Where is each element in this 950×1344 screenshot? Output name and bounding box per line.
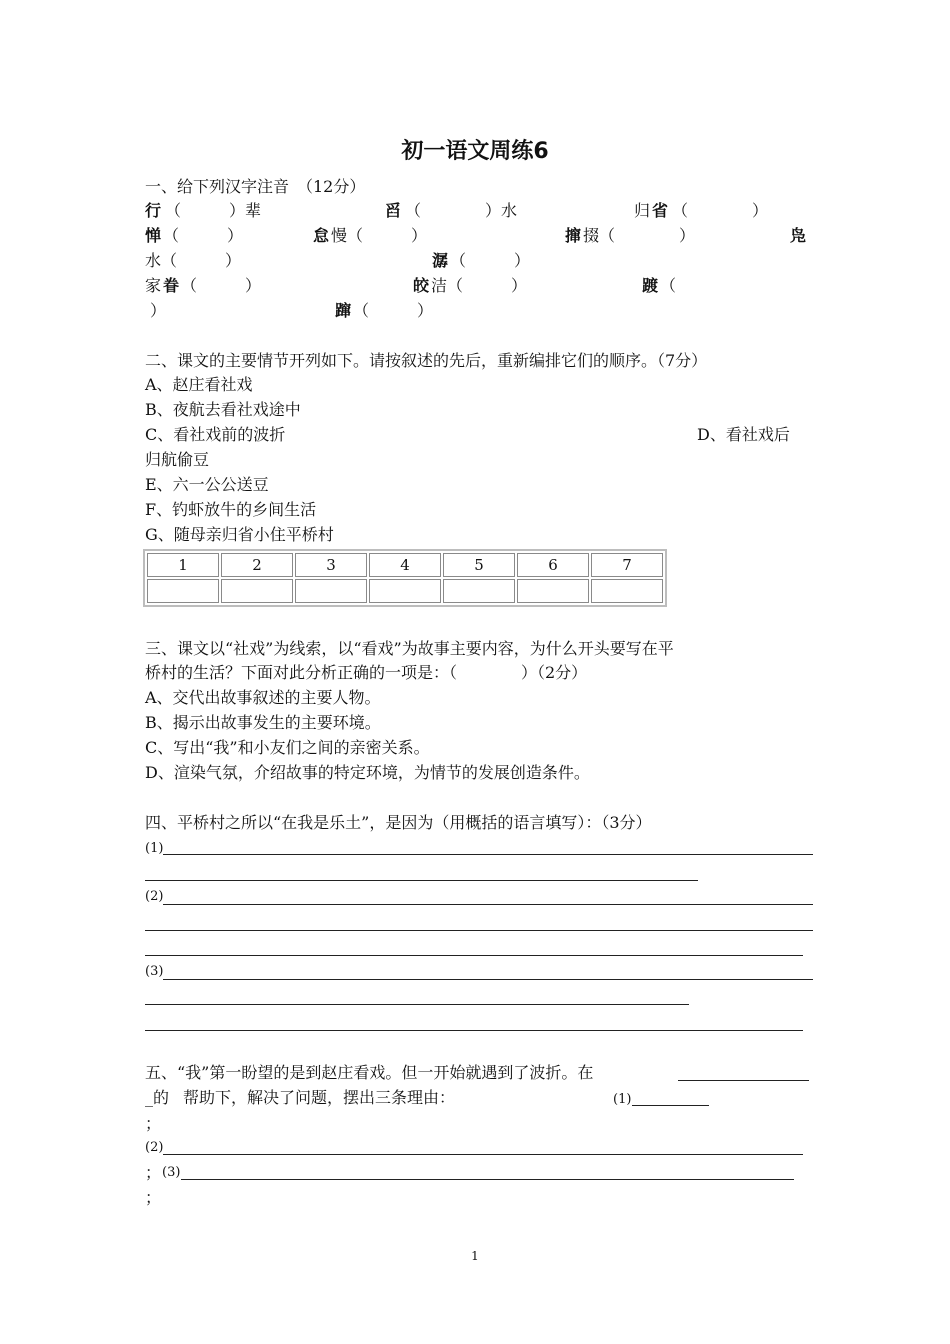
order-header: 2 <box>221 553 293 577</box>
plot-item: D、看社戏后 <box>697 425 790 444</box>
s3-question-cont: 桥村的生活？下面对此分析正确的一项是：（ ）（2分） <box>145 663 588 682</box>
answer-line[interactable] <box>145 955 803 956</box>
answer-line[interactable] <box>163 979 813 980</box>
answer-label: (3) <box>145 964 164 979</box>
answer-line[interactable] <box>145 1004 689 1005</box>
answer-line[interactable] <box>678 1080 809 1081</box>
answer-label: (2) <box>145 1140 164 1155</box>
pinyin-blank: 洁（ ） <box>431 276 528 295</box>
answer-line[interactable] <box>181 1179 794 1180</box>
order-header: 3 <box>295 553 367 577</box>
char-chan: 潺 <box>432 251 449 270</box>
plot-item: C、看社戏前的波折 <box>145 425 286 444</box>
order-answer-cell[interactable] <box>295 579 367 603</box>
plot-item: F、钓虾放牛的乡间生活 <box>145 500 317 519</box>
pinyin-blank: ） <box>150 301 167 320</box>
char-jiao: 皎 <box>413 276 430 295</box>
char-yao: 舀 <box>385 201 402 220</box>
order-header: 5 <box>443 553 515 577</box>
s2-heading: 二、课文的主要情节开列如下。请按叙述的先后，重新编排它们的顺序。（7分） <box>145 351 708 370</box>
order-answer-cell[interactable] <box>369 579 441 603</box>
s4-heading: 四、平桥村之所以“在我是乐土”，是因为（用概括的语言填写）：（3分） <box>145 813 652 832</box>
pinyin-blank: （ ） <box>672 201 769 220</box>
char-xing: 省 <box>652 201 669 220</box>
answer-label: (1) <box>613 1092 632 1107</box>
page-number: 1 <box>471 1249 479 1263</box>
plot-item: A、赵庄看社戏 <box>145 375 253 394</box>
order-answer-cell[interactable] <box>147 579 219 603</box>
answer-line[interactable] <box>163 1154 803 1155</box>
page-title: 初一语文周练6 <box>401 139 549 164</box>
order-answer-cell[interactable] <box>221 579 293 603</box>
s5-question-cont: 帮助下，解决了问题，摆出三条理由： <box>183 1088 456 1107</box>
answer-line[interactable] <box>145 1030 803 1031</box>
pinyin-blank: （ ） <box>353 301 434 320</box>
char-prefix: 家 <box>145 276 162 295</box>
s3-option: C、写出“我”和小友们之间的亲密关系。 <box>145 738 430 757</box>
s1-heading: 一、给下列汉字注音 （12分） <box>145 177 366 196</box>
char-cuan: 撺 <box>565 226 582 245</box>
answer-line[interactable] <box>145 930 813 931</box>
char-fu: 凫 <box>790 226 807 245</box>
pinyin-blank: （ ）辈 <box>165 201 262 220</box>
order-answer-cell[interactable] <box>517 579 589 603</box>
pinyin-blank: 水（ ） <box>145 251 242 270</box>
order-header: 1 <box>147 553 219 577</box>
pinyin-blank: 掇（ ） <box>583 226 696 245</box>
pinyin-blank: （ <box>660 276 677 295</box>
order-header: 6 <box>517 553 589 577</box>
answer-line[interactable] <box>163 904 813 905</box>
answer-line[interactable] <box>163 854 813 855</box>
pinyin-blank: （ ） <box>181 276 262 295</box>
char-dan: 惮 <box>145 226 162 245</box>
semicolon: ； <box>145 1114 162 1133</box>
semicolon: ； <box>145 1163 162 1182</box>
s3-question: 三、课文以“社戏”为线索，以“看戏”为故事主要内容，为什么开头要写在平 <box>145 639 674 658</box>
answer-label: (1) <box>145 841 164 856</box>
order-answer-cell[interactable] <box>591 579 663 603</box>
pinyin-blank: 慢（ ） <box>331 226 428 245</box>
order-answer-cell[interactable] <box>443 579 515 603</box>
s5-blank-suffix: _的 <box>145 1088 170 1107</box>
answer-label: (3) <box>162 1165 181 1180</box>
pinyin-blank: （ ） <box>450 251 531 270</box>
char-juan: 眷 <box>163 276 180 295</box>
char-duo: 踱 <box>642 276 659 295</box>
answer-line[interactable] <box>632 1105 709 1106</box>
pinyin-blank: （ ）水 <box>405 201 518 220</box>
plot-item: B、夜航去看社戏途中 <box>145 400 301 419</box>
answer-line[interactable] <box>145 880 698 881</box>
s3-option: B、揭示出故事发生的主要环境。 <box>145 713 381 732</box>
char-prefix: 归 <box>634 201 651 220</box>
pinyin-blank: （ ） <box>163 226 244 245</box>
plot-item: E、六一公公送豆 <box>145 475 269 494</box>
order-header: 4 <box>369 553 441 577</box>
order-table <box>143 549 667 607</box>
char-dai: 怠 <box>313 226 330 245</box>
plot-item-cont: 归航偷豆 <box>145 450 210 469</box>
s3-option: A、交代出故事叙述的主要人物。 <box>145 688 381 707</box>
s3-option: D、渲染气氛，介绍故事的特定环境，为情节的发展创造条件。 <box>145 763 590 782</box>
s5-question: 五、“我”第一盼望的是到赵庄看戏。但一开始就遇到了波折。在 <box>145 1063 594 1082</box>
answer-label: (2) <box>145 889 164 904</box>
char-cuan2: 蹿 <box>335 301 352 320</box>
order-header: 7 <box>591 553 663 577</box>
char-hang: 行 <box>145 201 162 220</box>
semicolon: ； <box>145 1188 162 1207</box>
plot-item: G、随母亲归省小住平桥村 <box>145 525 334 544</box>
